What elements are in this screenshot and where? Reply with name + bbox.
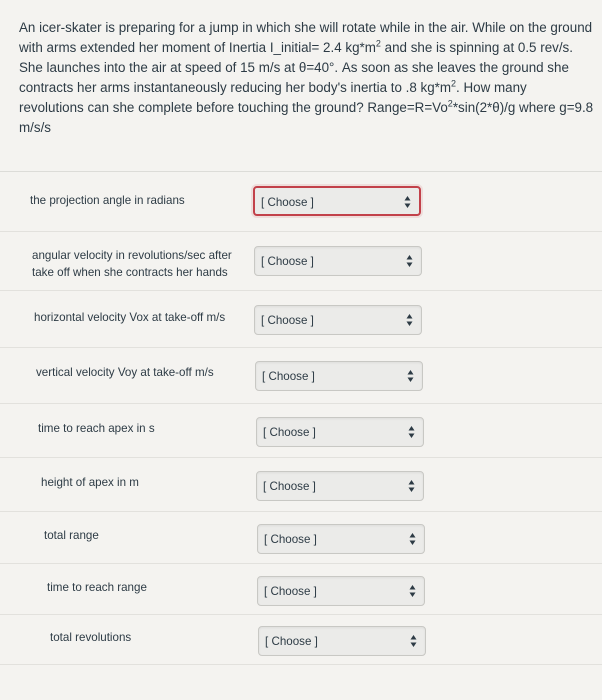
up-down-arrows-icon (404, 195, 411, 209)
dropdown-selected-value: [ Choose ] (265, 635, 318, 648)
row-label: horizontal velocity Vox at take-off m/s (34, 311, 226, 324)
row-divider (0, 664, 602, 665)
answer-row-total-revolutions (0, 618, 602, 670)
row-label: time to reach range (47, 581, 147, 594)
dropdown-selected-value: [ Choose ] (263, 480, 316, 493)
row-divider (0, 231, 602, 232)
choose-dropdown-total-range[interactable] (257, 524, 425, 554)
choose-dropdown-time-to-range[interactable] (257, 576, 425, 606)
row-divider (0, 511, 602, 512)
row-label: angular velocity in revolutions/sec after take off when she contracts her hands (32, 249, 232, 279)
row-label: the projection angle in radians (30, 194, 185, 207)
row-divider (0, 403, 602, 404)
answer-row-total-range (0, 515, 602, 567)
row-divider (0, 347, 602, 348)
row-label: total revolutions (50, 631, 132, 644)
answer-row-projection-angle (0, 178, 602, 230)
choose-dropdown-total-revolutions[interactable] (258, 626, 426, 656)
row-divider (0, 563, 602, 564)
dropdown-selected-value: [ Choose ] (264, 533, 317, 546)
row-label: vertical velocity Voy at take-off m/s (36, 366, 214, 379)
question-line-2: with arms extended her moment of Inertia I_initial= 2.4 $kg*m^2$ and she is spinning at 0.5 rev/s. (19, 38, 573, 55)
row-label: total range (44, 529, 99, 542)
up-down-arrows-icon (409, 532, 416, 546)
answer-row-horizontal-velocity (0, 294, 602, 346)
question-divider (0, 171, 602, 172)
dropdown-selected-value: [ Choose ] (263, 426, 316, 439)
question-line-1: An icer-skater is preparing for a jump in which she will rotate while in the air. While on the ground (19, 20, 593, 35)
row-divider (0, 614, 602, 615)
choose-dropdown-vertical-velocity[interactable] (255, 361, 423, 391)
up-down-arrows-icon (409, 584, 416, 598)
up-down-arrows-icon (408, 425, 415, 439)
choose-dropdown-projection-angle[interactable] (253, 186, 421, 216)
choose-dropdown-apex-height[interactable] (256, 471, 424, 501)
row-label: time to reach apex in s (38, 422, 155, 435)
dropdown-selected-value: [ Choose ] (262, 370, 315, 383)
up-down-arrows-icon (410, 634, 417, 648)
row-divider (0, 290, 602, 291)
choose-dropdown-horizontal-velocity[interactable] (254, 305, 422, 335)
up-down-arrows-icon (406, 313, 413, 327)
up-down-arrows-icon (408, 479, 415, 493)
dropdown-selected-value: [ Choose ] (261, 196, 314, 209)
answer-row-apex-height (0, 461, 602, 513)
answer-row-vertical-velocity (0, 351, 602, 403)
dropdown-selected-value: [ Choose ] (264, 585, 317, 598)
answer-row-time-to-range (0, 567, 602, 619)
choose-dropdown-time-to-apex[interactable] (256, 417, 424, 447)
question-line-4: contracts her arms instantaneously reducing her body's inertia to .8 $kg*m^2$. How many (19, 78, 527, 95)
answer-row-time-to-apex (0, 407, 602, 459)
question-line-5: revolutions can she complete before touching the ground? $Range=R=Vo^2*\sin(2*\theta)/g$ where g=9.8 (19, 98, 594, 115)
answer-row-angular-velocity (0, 236, 602, 288)
row-divider (0, 457, 602, 458)
choose-dropdown-angular-velocity[interactable] (254, 246, 422, 276)
up-down-arrows-icon (406, 254, 413, 268)
question-line-3: She launches into the air at speed of 15 m/s at θ=40°. As soon as she leaves the ground she (19, 60, 569, 75)
question-line-6: m/s/s (19, 120, 51, 135)
dropdown-selected-value: [ Choose ] (261, 314, 314, 327)
row-label: height of apex in m (41, 476, 139, 489)
question-text (19, 18, 601, 138)
dropdown-selected-value: [ Choose ] (261, 255, 314, 268)
up-down-arrows-icon (407, 369, 414, 383)
